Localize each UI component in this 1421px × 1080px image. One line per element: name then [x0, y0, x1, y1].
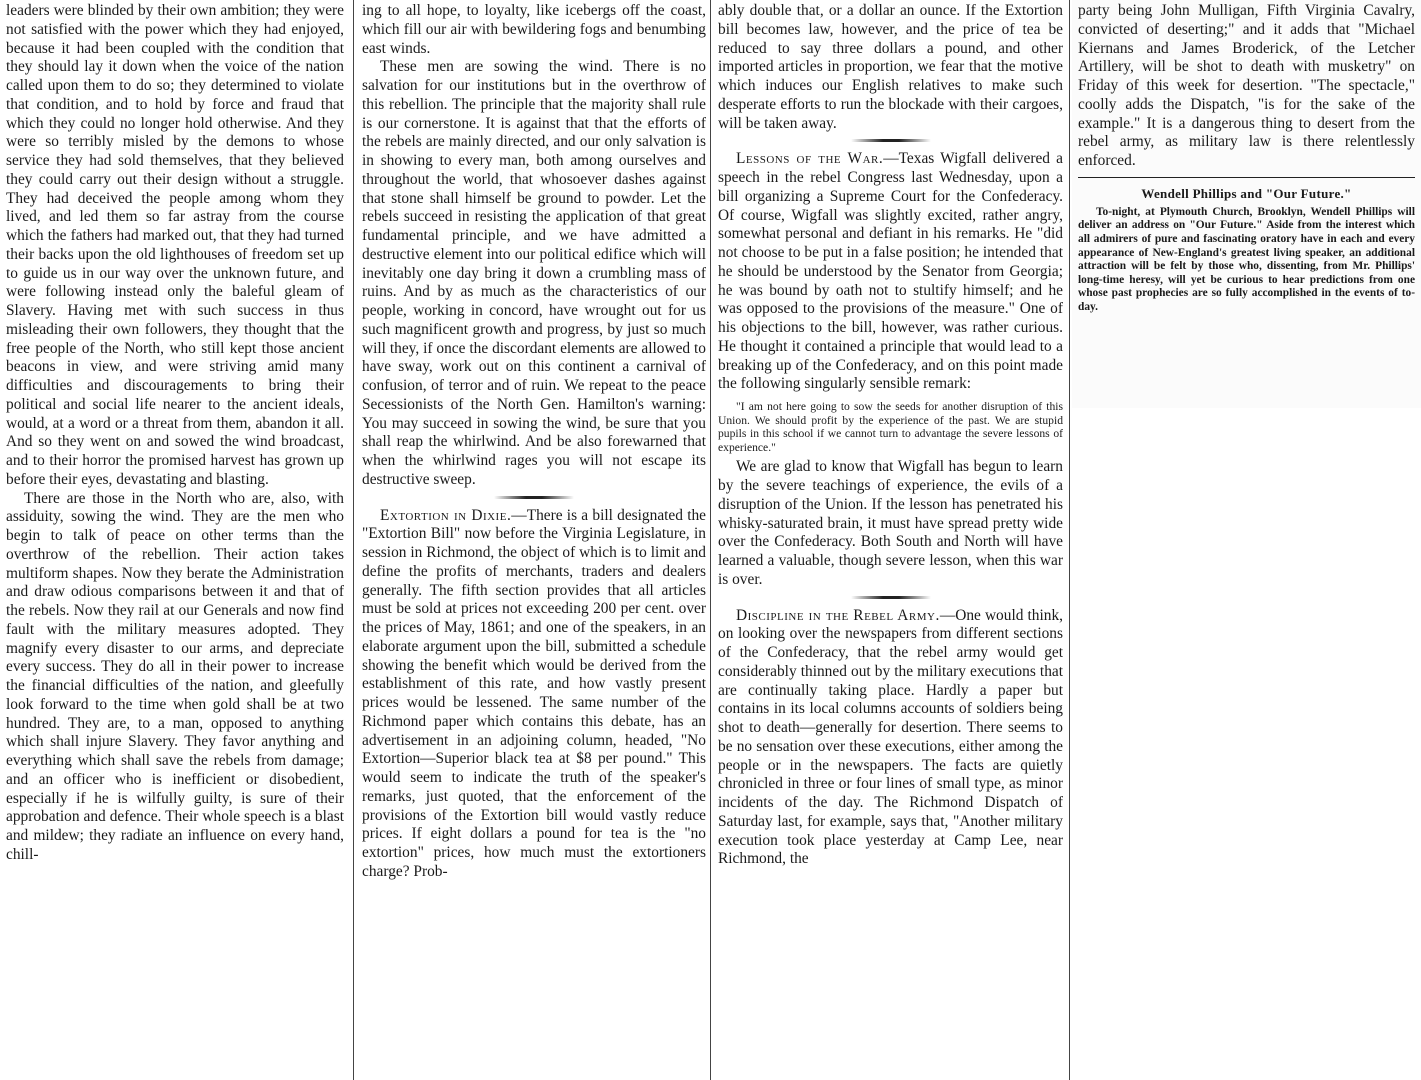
- column-4: [1072, 0, 1421, 408]
- column-rule: [353, 0, 354, 1080]
- column-4-paragraph: party being John Mulligan, Fifth Virginia Cavalry, convicted of deserting;" and it adds that "Michael Kiernans and James Broderick, of the Letcher Artillery, will be shot to death with musketry" on Friday of this week for desertion. "The spectacle," coolly adds the Dispatch, "is for the sake of the example." It is a dangerous thing to desert from the rebel army, as military law is there relentlessly enforced.: [1078, 2, 1415, 169]
- column-1-paragraph: leaders were blinded by their own ambition; they were not satisfied with the power which they had enjoyed, because it had been coupled with the condition that they should lay it down when the voice of the nation called upon them to do so; they determined to violate that condition, and to hold by force and fraud that which they could no longer hold otherwise. And they were so terribly misled by the demons to whose service they had sold themselves, that they believed they could carry out their design without a struggle. They had deceived the people among whom they lived, and led them so far astray from the course which the fathers had marked out, that they had turned their backs upon the old lighthouses of freedom set up to guide us in our way over the unknown future, and were following instead only the baleful gleam of Slavery. Having met with such success in thus misleading their own followers, they thought that the free people of the North, who still kept those ancient beacons in view, and were striving amid many difficulties and discouragements to bring their political and social life nearer to the ancient ideals, would, at a word or a threat from them, abandon it all. And so they went on and sowed the wind broadcast, and to their horror the promised harvest has grown up before their eyes, devastating and blasting.: [6, 2, 344, 488]
- phillips-notice: To-night, at Plymouth Church, Brooklyn, Wendell Phillips will deliver an address on "Our Future." Aside from the interest which all admirers of pure and fascinating oratory have in each and every appearance of New-England's greatest living speaker, an additional attraction will be felt by those who, dissenting, from Mr. Phillips' long-time heresy, will yet be curious to hear predictions from one whose past prophecies are so fully accomplished in the events of to-day.: [1078, 205, 1415, 313]
- extortion-body: —There is a bill designated the "Extortion Bill" now before the Virginia Legislature, in session in Richmond, the object of which is to limit and define the profits of merchants, traders and dealers generally. The fifth section provides that all articles must be sold at prices not exceeding 200 per cent. over the prices of May, 1861; and one of the speakers, in an elaborate argument upon the bill, submitted a schedule showing the benefit which would be derived from the establishment of this rate, and how vastly present prices would be lessened. The same number of the Richmond paper which contains this debate, has an advertisement in an adjoining column, headed, "No Extortion—Superior black tea at $8 per pound." This would seem to indicate the truth of the speaker's remarks, just quoted, that the enforcement of the provisions of the Extortion bill would vastly reduce prices. If eight dollars a pound for tea is the "no extortion" prices, how much must the extortioners charge? Prob-: [362, 506, 706, 880]
- column-3: [712, 0, 1069, 1080]
- lessons-article: [718, 150, 1063, 394]
- extortion-heading: Extortion in Dixie.: [380, 506, 512, 524]
- section-divider: [851, 139, 931, 142]
- column-rule: [710, 0, 711, 1080]
- column-2-paragraph: These men are sowing the wind. There is no salvation for our institutions but in the overthrow of this rebellion. The principle that the majority shall rule is our cornerstone. It is against that that the efforts of the rebels are mainly directed, and our only salvation is in showing to every man, both among ourselves and throughout the world, that whosoever dashes against that stone shall himself be ground to powder. Let the rebels succeed in resisting the application of that great fundamental principle, and we have admitted a destructive element into our political edifice which will inevitably one day bring it down a crumbling mass of ruins. And by as much as the characteristics of our people, working in concord, have wrought out for us such magnificent growth and progress, by just so much will they, if once the discordant elements are allowed to have sway, work out on this continent a carnival of confusion, of terror and of ruin. We repeat to the peace Secessionists of the North Gen. Hamilton's warning: You may succeed in sowing the wind, be sure that you shall reap the whirlwind. And be also forewarned that when the whirlwind rages you will not escape its destructive sweep.: [362, 58, 706, 488]
- wigfall-quote: "I am not here going to sow the seeds for another disruption of this Union. We should profit by the experience of the past. We are stupid pupils in this school if we cannot turn to advantage the severe lessons of experience.": [718, 400, 1063, 454]
- column-1-paragraph: There are those in the North who are, also, with assiduity, sowing the wind. They are the men who begin to talk of peace on other terms than the overthrow of the rebellion. Their action takes multiform shapes. Now they berate the Administration and draw odious comparisons between it and that of the rebels. Now they rail at our Generals and now find fault with the military measures adopted. They magnify every disaster to our arms, and depreciate every success. They do all in their power to increase the financial difficulties of the nation, and gleefully look forward to the time when gold shall be at two hundred. They are, to a man, opposed to anything which shall injure Slavery. They favor anything and everything which shall save the rebels from damage; and an officer who is inefficient or disobedient, especially if he is wilfully guilty, is sure of their approbation and defence. Their whole speech is a blast and mildew; they radiate an influence on every hand, chill-: [6, 489, 344, 863]
- discipline-heading: Discipline in the Rebel Army.: [736, 606, 940, 624]
- column-rule: [1069, 0, 1070, 1080]
- column-1: [0, 0, 350, 1080]
- column-3-paragraph: ably double that, or a dollar an ounce. If the Extortion bill becomes law, however, and the price of tea be reduced to say three dollars a pound, and other imported articles in proportion, we fear that the motive which induces our English relatives to make such desperate efforts to run the blockade with their cargoes, will be taken away.: [718, 2, 1063, 132]
- section-divider: [851, 596, 931, 599]
- column-2-paragraph: ing to all hope, to loyalty, like icebergs off the coast, which fill our air with bewildering fogs and benumbing east winds.: [362, 2, 706, 57]
- discipline-article: [718, 607, 1063, 870]
- extortion-article: [362, 507, 706, 882]
- lessons-heading: Lessons of the War.: [736, 150, 884, 168]
- phillips-headline: Wendell Phillips and "Our Future.": [1141, 185, 1352, 201]
- section-divider: [494, 496, 574, 499]
- lessons-body: —Texas Wigfall delivered a speech in the rebel Congress last Wednesday, upon a bill organizing a Supreme Court for the Confederacy. Of course, Wigfall was slightly excited, rather angry, somewhat personal and defiant in his remarks. He "did not choose to be put in a false position; he intended that he should be understood by the Senator from Georgia; he was bound by oath not to stultify himself; and he was opposed to the provisions of the measure." One of his objections to the bill, however, was rather curious. He thought it contained a principle that would lead to a breaking up of the Confederacy, and on this point made the following singularly sensible remark:: [718, 150, 1063, 393]
- column-2: [356, 0, 712, 1080]
- discipline-body: —One would think, on looking over the newspapers from different sections of the Confederacy, that the rebel army would get considerably thinned out by the military executions that are continually taking place. Hardly a paper but contains in its local columns accounts of soldiers being shot to death—generally for desertion. There seems to be no sensation over these executions, either among the people or in the newspapers. The facts are quietly chronicled in three or four lines of small type, as minor incidents of the day. The Richmond Dispatch of Saturday last, for example, says that, "Another military execution took place yesterday at Camp Lee, near Richmond, the: [718, 606, 1063, 868]
- section-divider: [1078, 177, 1415, 178]
- column-3-paragraph: We are glad to know that Wigfall has begun to learn by the severe teachings of experience, the evils of a disruption of the Union. If the lesson has penetrated his whisky-saturated brain, it must have spread pretty wide over the Confederacy. Both South and North will have learned a valuable, though severe lesson, when this war is over.: [718, 458, 1063, 588]
